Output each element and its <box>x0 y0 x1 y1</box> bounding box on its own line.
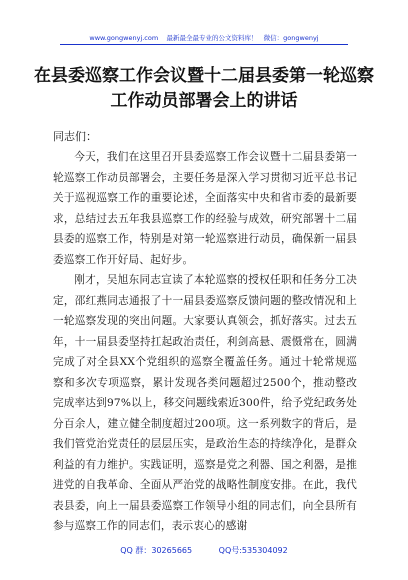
header-divider <box>60 44 348 45</box>
site-slogan: 最新最全最专业的公文资料库！ <box>166 34 258 42</box>
paragraph-2: 刚才，吴旭东同志宣读了本轮巡察的授权任职和任务分工决定，邵红燕同志通报了十一届县委巡察反馈问题的整改情况和上一轮巡察发现的突出问题。大家要认真领会，抓好落实。过去五年，十一届县委坚持扛起政治责任，利剑高悬、震慑常在，圆满完成了对全县XX个党组织的巡察全覆盖任务。通过十轮常规巡察和多次专项巡察，累计发现各类问题超过2500个，推动整改完成率达到97%以上，移交问题线索近300件，给予党纪政务处分百余人，建立健全制度超过200项。这一系列数字的背后，是我们管党治党责任的层层压实，是政治生态的持续净化，是群众利益的有力维护。实践证明，巡察是党之利器、国之利器，是推进党的自我革命、全面从严治党的战略性制度安排。在此，我代表县委，向上一届县委巡察工作领导小组的同志们，向全县所有参与巡察工作的同志们，表示衷心的感谢 <box>53 274 358 532</box>
greeting: 同志们： <box>53 130 97 143</box>
page-header <box>0 33 408 42</box>
qq-group: QQ 群：30265665 <box>120 546 193 555</box>
paragraph-1: 今天，我们在这里召开县委巡察工作会议暨十二届县委第一轮巡察工作动员部署会，主要任务是深入学习贯彻习近平总书记关于巡视巡察工作的重要论述，全面落实中央和省市委的最新要求，总结过去五年我县巡察工作的经验与成效，研究部署十二届县委的巡察工作，特别是对第一轮巡察进行动员，确保新一届县委巡察工作开好局、起好步。 <box>53 151 357 266</box>
site-url[interactable]: www.gongwenyj.com <box>89 34 159 42</box>
wechat-id: 微信：gongwenyj <box>263 34 319 42</box>
page-footer <box>0 545 408 556</box>
document-title: 在县委巡察工作会议暨十二届县委第一轮巡察工作动员部署会上的讲话 <box>34 66 374 111</box>
document-body <box>53 147 357 537</box>
qq-number: QQ号:535304092 <box>218 546 288 555</box>
